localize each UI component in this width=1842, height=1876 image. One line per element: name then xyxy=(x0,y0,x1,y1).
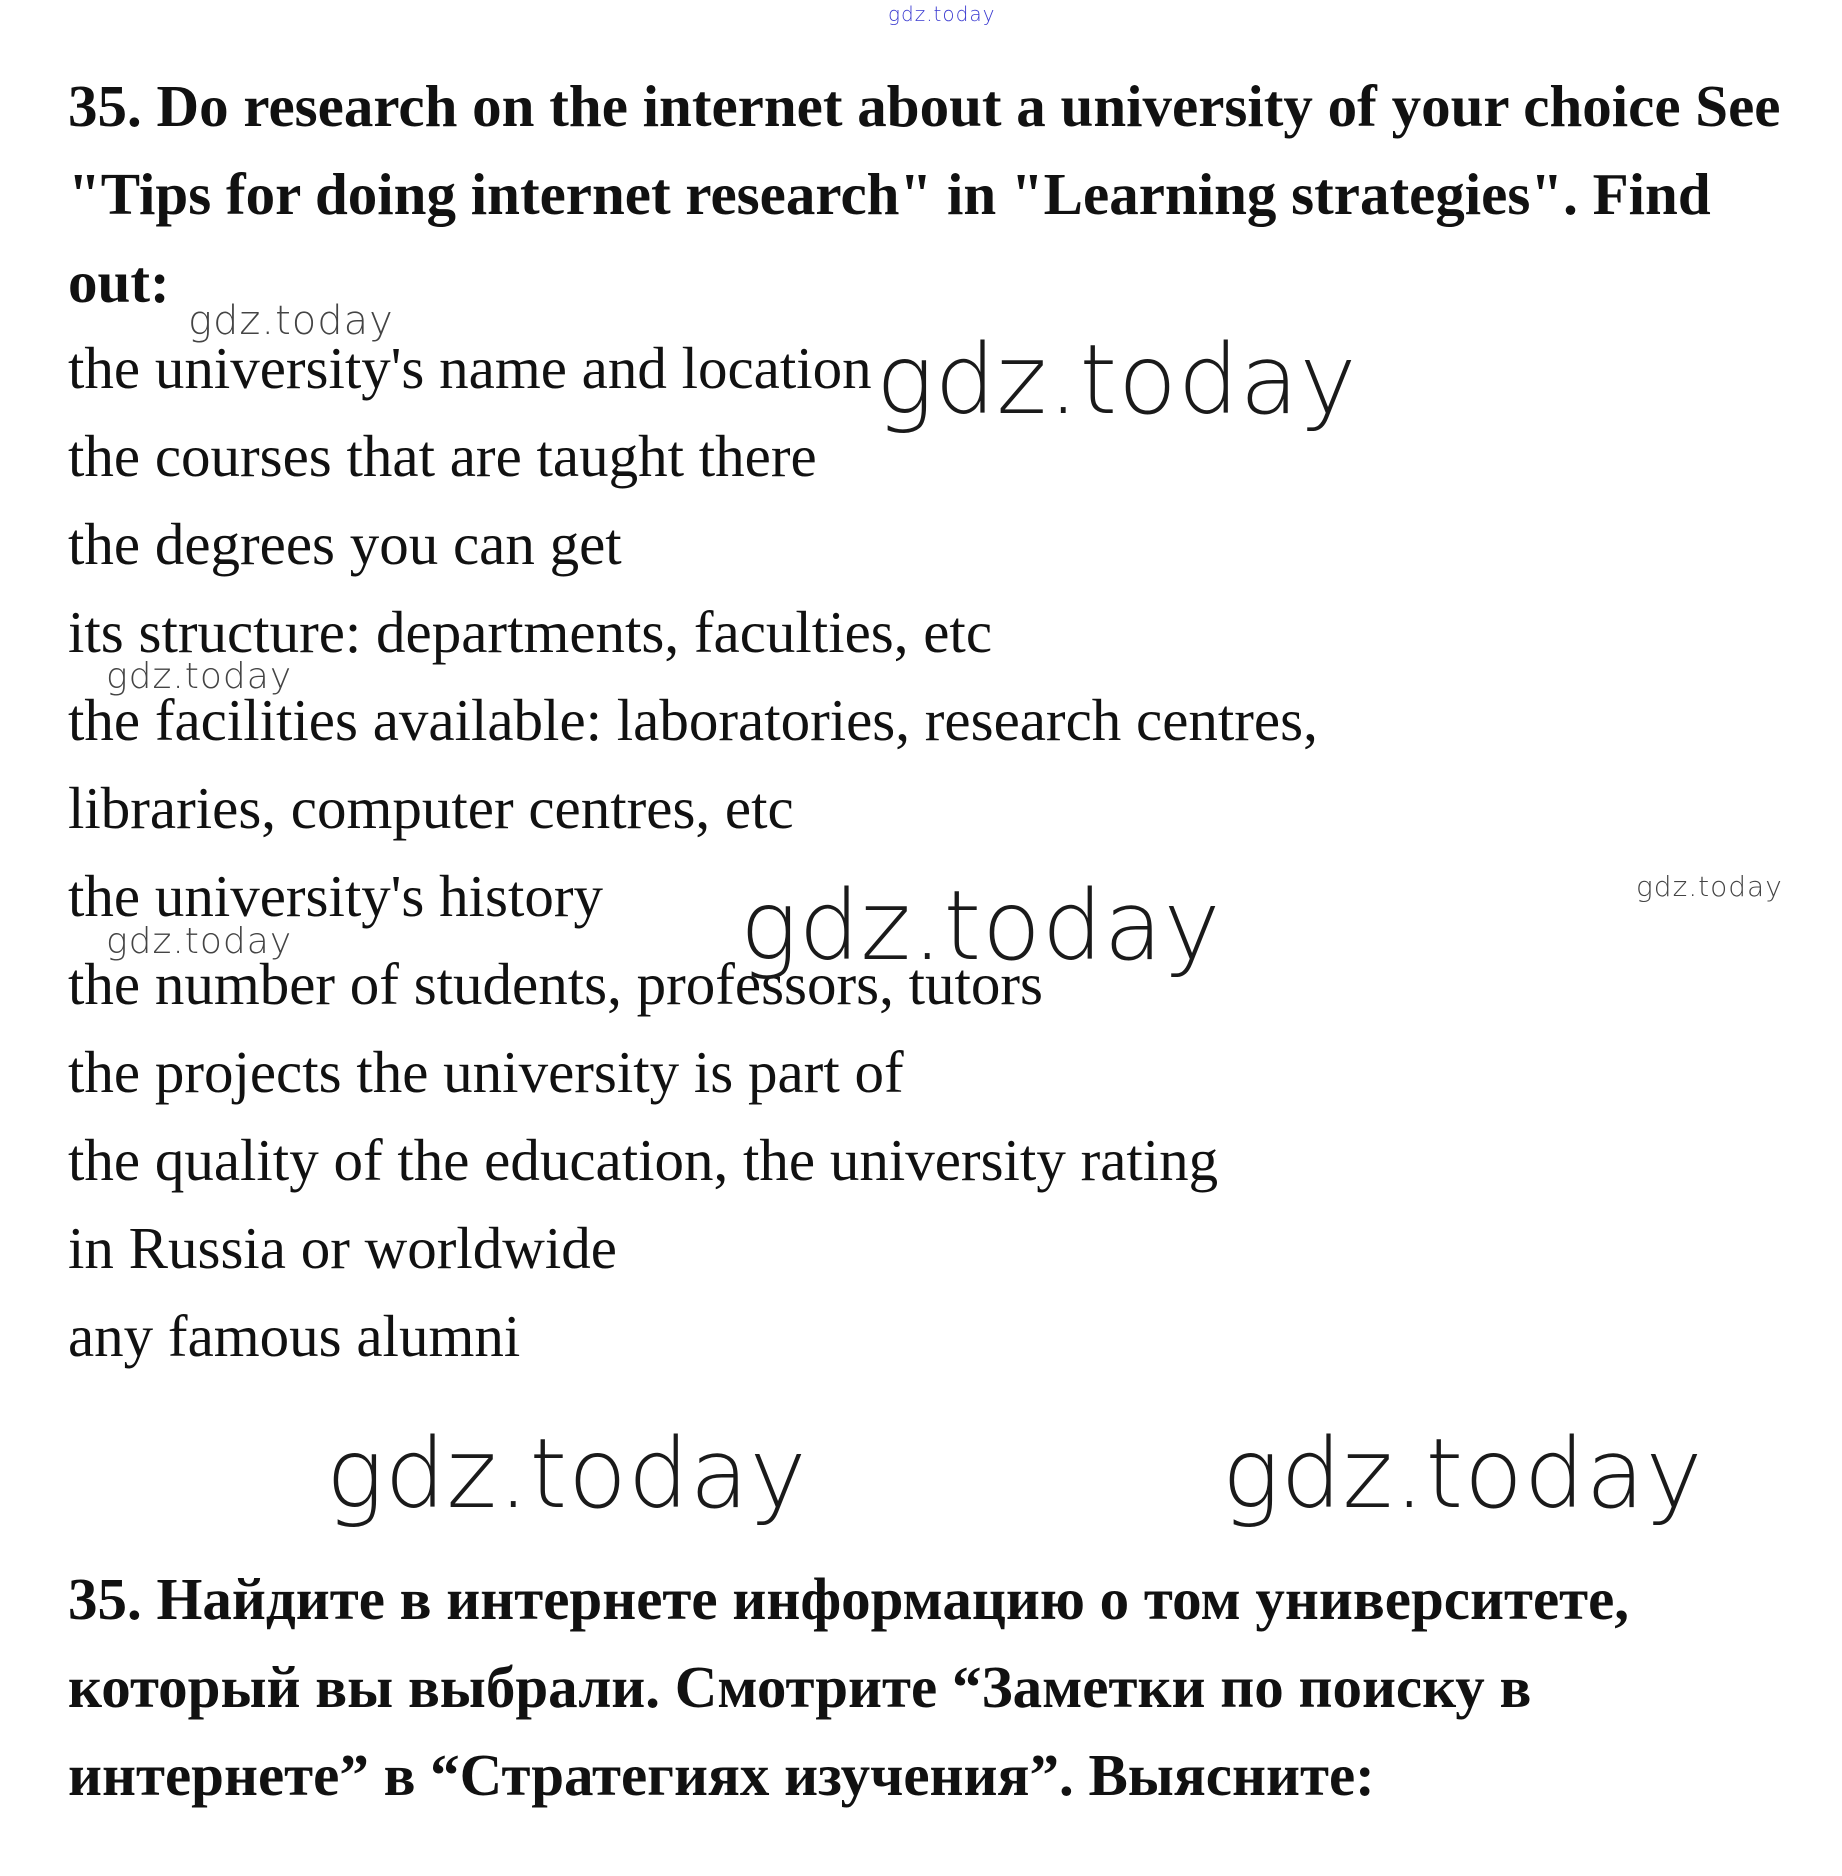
exercise-heading-russian: 35. Найдите в интернете информацию о том университете, который вы выбрали. Смотрите “Заметки по поиску в интернете” в “Стратегиях изучения”. Выясните: xyxy=(68,1566,1630,1808)
watermark-small: gdz.today xyxy=(106,656,293,697)
list-item: in Russia or worldwide xyxy=(68,1215,617,1281)
list-item: the facilities available: laboratories, research centres, xyxy=(68,687,1318,753)
list-item: the university's name and location xyxy=(68,335,872,401)
list-item: the projects the university is part of xyxy=(68,1039,904,1105)
watermark-small: gdz.today xyxy=(106,921,293,962)
watermark-small: gdz.today xyxy=(188,298,394,344)
watermark-large: gdz.today xyxy=(876,324,1358,436)
watermark-large: gdz.today xyxy=(1222,1418,1704,1530)
list-item: the number of students, professors, tutors xyxy=(68,951,1043,1017)
exercise-heading-english: 35. Do research on the internet about a university of your choice See "Tips for doing internet research" in "Learning strategies". Find out: xyxy=(68,73,1781,315)
list-item: libraries, computer centres, etc xyxy=(68,775,794,841)
list-item: the degrees you can get xyxy=(68,511,622,577)
list-item: the courses that are taught there xyxy=(68,423,817,489)
watermark-top: gdz.today xyxy=(888,2,996,26)
watermark-small: gdz.today xyxy=(1636,870,1783,903)
watermark-large: gdz.today xyxy=(326,1418,808,1530)
list-item: any famous alumni xyxy=(68,1303,521,1369)
list-item: the quality of the education, the university rating xyxy=(68,1127,1219,1193)
list-item: the university's history xyxy=(68,863,604,929)
watermark-large: gdz.today xyxy=(740,870,1222,982)
research-topics-list xyxy=(68,324,1318,1380)
list-item: its structure: departments, faculties, etc xyxy=(68,599,993,665)
